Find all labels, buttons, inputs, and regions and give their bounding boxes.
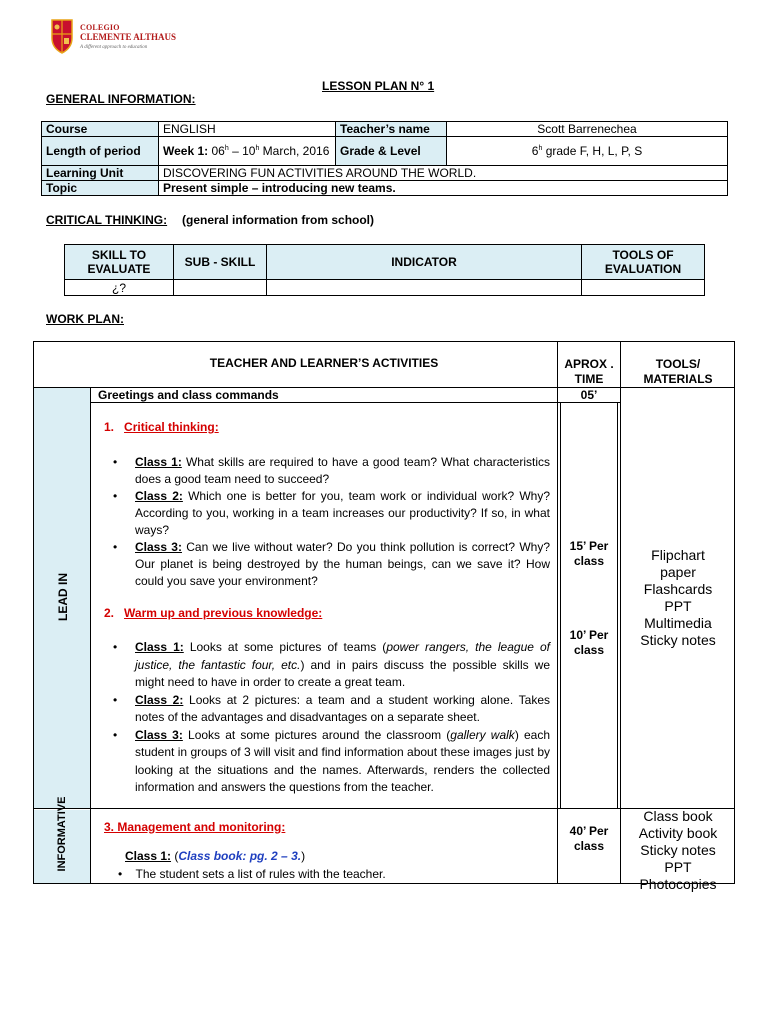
list-item [100, 539, 550, 590]
class-examples: gallery walk [450, 727, 515, 742]
class-examples: power rangers, the league of justice, the fantastic four, etc. [135, 640, 551, 672]
teacher-value: Scott Barrenechea [447, 122, 728, 137]
course-label: Course [42, 122, 159, 137]
material-item: Flashcards [643, 581, 713, 597]
week-end: – 10 [228, 143, 256, 158]
class-text: Looks at some pictures of teams ( [183, 640, 387, 654]
class-label: Class 1: [135, 640, 184, 654]
critical-thinking-section [104, 420, 219, 434]
class-text: Looks at some pictures around the classroom ( [182, 727, 451, 742]
material-item: Sticky notes [640, 842, 716, 858]
grade-value [447, 137, 728, 166]
greetings-time: 05’ [580, 388, 598, 402]
critical-thinking-list [100, 454, 550, 590]
list-item [100, 454, 550, 488]
course-value: ENGLISH [159, 122, 336, 137]
critical-thinking-subheading: (general information from school) [182, 213, 375, 227]
table-row [42, 122, 728, 137]
greetings-text: Greetings and class commands [98, 388, 279, 402]
class-label: Class 3: [135, 727, 183, 742]
table-row [42, 166, 728, 181]
general-information-table [41, 121, 728, 196]
class-text: The student sets a list of rules with the teacher. [135, 867, 386, 881]
material-item: Multimedia [644, 615, 712, 631]
material-item: Activity book [638, 825, 718, 841]
class-text: What skills are required to have a good team? What characteristics does a good team need to succeed? [135, 455, 551, 486]
management-section [104, 820, 285, 834]
section-number: 2. [104, 606, 115, 620]
grade-sections: grade F, H, L, P, S [542, 143, 643, 158]
class-text: Can we live without water? Do you think pollution is correct? Why? Our planet is being destroyed by the human beings, can we save it? How could you save your environment? [135, 540, 550, 588]
material-item: paper [660, 564, 696, 580]
tools-header: TOOLS/ MATERIALS [643, 357, 713, 386]
table-row [42, 181, 728, 196]
table-row [42, 137, 728, 166]
unit-label: Learning Unit [42, 166, 159, 181]
section-number: 1. [104, 420, 115, 434]
logo-line-2: CLEMENTE ALTHAUS [80, 32, 176, 42]
critical-thinking-heading: CRITICAL THINKING: [46, 213, 168, 227]
divider [560, 403, 561, 808]
class-text: ( [171, 849, 179, 863]
divider [557, 341, 558, 884]
col-tools: TOOLS OF EVALUATION [582, 245, 705, 280]
class-label: Class 1: [135, 455, 182, 469]
list-item [100, 639, 550, 692]
teacher-label: Teacher’s name [336, 122, 447, 137]
topic-value: Present simple – introducing new teams. [159, 181, 728, 196]
work-plan-heading: WORK PLAN: [46, 312, 124, 326]
list-item [100, 727, 550, 797]
grade-label: Grade & Level [336, 137, 447, 166]
material-item: Class book [643, 808, 713, 824]
management-time: 40’ Per class [569, 824, 609, 853]
lead-in-label: LEAD IN [56, 573, 70, 621]
sub-skill-cell [174, 280, 267, 296]
material-item: Sticky notes [640, 632, 716, 648]
divider [90, 387, 91, 884]
col-sub-skill: SUB - SKILL [174, 245, 267, 280]
school-logo [50, 18, 190, 58]
topic-label: Topic [42, 181, 159, 196]
grade-suffix: h [538, 144, 543, 152]
management-class [125, 849, 305, 863]
list-item: • The student sets a list of rules with the teacher. [118, 867, 386, 881]
time-header: APROX . TIME [564, 357, 614, 386]
table-row [65, 245, 705, 280]
divider [617, 403, 618, 808]
lesson-plan-title: LESSON PLAN N° 1 [322, 79, 435, 93]
section-title: Critical thinking: [124, 420, 219, 434]
week-month: March, 2016 [259, 143, 330, 158]
indicator-cell [267, 280, 582, 296]
class-label: Class 2: [135, 489, 183, 503]
class-label: Class 1: [125, 849, 172, 863]
logo-line-1: COLEGIO [80, 23, 120, 32]
week-start-suffix: h [224, 144, 229, 152]
list-item [100, 692, 550, 727]
warm-up-time: 10’ Per class [569, 628, 609, 657]
warm-up-list [100, 639, 550, 797]
class-label: Class 2: [135, 692, 184, 707]
week-start: 06 [208, 143, 225, 158]
skill-cell: ¿? [65, 280, 174, 296]
table-row [65, 280, 705, 296]
logo-tagline: A different approach to education [80, 45, 148, 50]
activities-header: TEACHER AND LEARNER’S ACTIVITIES [209, 356, 439, 370]
material-item: PPT [664, 859, 692, 875]
class-text: ) [301, 849, 306, 863]
class-text: ) each student in groups of 3 will visit and find information about these images just by looking at the situations and the names. Afterwards, renders the collected information and answers the questions from the teacher. [135, 727, 550, 794]
section-title: Warm up and previous knowledge: [124, 606, 323, 620]
general-information-heading: GENERAL INFORMATION: [46, 92, 196, 106]
class-text: Which one is better for you, team work or individual work? Why? According to you, working in a team increases our productivity? If so, in what ways? [135, 489, 550, 537]
class-text: ) and in pairs discuss the possible skills we might need to have in order to create a great team. [135, 657, 550, 689]
list-item [100, 488, 550, 539]
unit-value: DISCOVERING FUN ACTIVITIES AROUND THE WORLD. [159, 166, 728, 181]
class-text: Looks at 2 pictures: a team and a student working alone. Takes notes of the advantages and disadvantages on a separate sheet. [135, 692, 550, 724]
critical-thinking-time: 15’ Per class [569, 539, 609, 568]
week-end-suffix: h [255, 144, 260, 152]
class-label: Class 3: [135, 540, 182, 554]
informative-materials [621, 808, 735, 892]
col-indicator: INDICATOR [267, 245, 582, 280]
informative-label: INFORMATIVE [56, 796, 68, 872]
lead-in-materials [621, 547, 735, 649]
period-label: Length of period [42, 137, 159, 166]
tools-cell [582, 280, 705, 296]
divider [90, 402, 620, 403]
material-item: Flipchart [651, 547, 705, 563]
school-crest-icon [50, 18, 74, 54]
material-item: PPT [664, 598, 692, 614]
warm-up-section [104, 606, 322, 620]
period-value [159, 137, 336, 166]
section-title: 3. Management and monitoring: [104, 820, 286, 834]
class-book-reference: Class book: pg. 2 – 3. [178, 849, 302, 863]
week-label: Week 1: [163, 143, 209, 158]
grade-number: 6 [531, 143, 539, 158]
critical-thinking-table [64, 244, 705, 296]
material-item: Photocopies [639, 876, 717, 892]
col-skill: SKILL TO EVALUATE [65, 245, 174, 280]
